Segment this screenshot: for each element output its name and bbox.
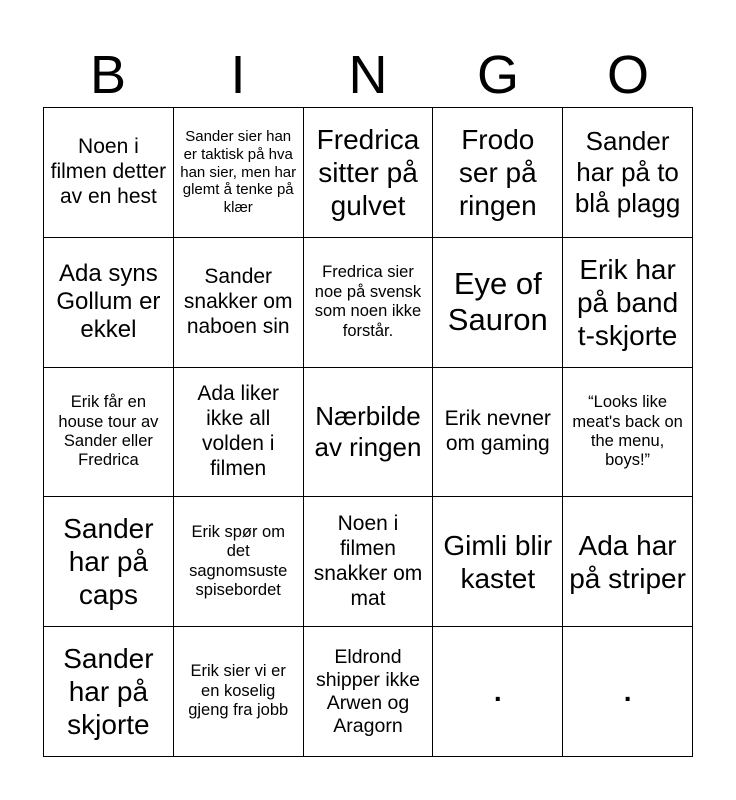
- bingo-cell[interactable]: “Looks like meat's back on the menu, boys!”: [563, 368, 693, 498]
- bingo-cell[interactable]: Erik spør om det sagnomsuste spisebordet: [174, 497, 304, 627]
- bingo-cell[interactable]: Erik får en house tour av Sander eller Fredrica: [44, 368, 174, 498]
- bingo-cell[interactable]: Frodo ser på ringen: [433, 108, 563, 238]
- bingo-cell[interactable]: .: [563, 627, 693, 757]
- bingo-cell[interactable]: Gimli blir kastet: [433, 497, 563, 627]
- bingo-cell[interactable]: Ada har på striper: [563, 497, 693, 627]
- bingo-cell[interactable]: Eldrond shipper ikke Arwen og Aragorn: [304, 627, 434, 757]
- bingo-cell[interactable]: Erik har på band t-skjorte: [563, 238, 693, 368]
- header-letter-i: I: [230, 45, 246, 105]
- bingo-cell[interactable]: Sander har på to blå plagg: [563, 108, 693, 238]
- bingo-cell[interactable]: Erik sier vi er en koselig gjeng fra jobb: [174, 627, 304, 757]
- header-letter-g: G: [476, 45, 519, 105]
- bingo-grid: [43, 107, 693, 757]
- bingo-cell[interactable]: Sander snakker om naboen sin: [174, 238, 304, 368]
- header-letter-n: N: [348, 45, 388, 105]
- header-letter-o: O: [606, 45, 649, 105]
- bingo-cell[interactable]: Erik nevner om gaming: [433, 368, 563, 498]
- header-letter-b: B: [89, 45, 127, 105]
- bingo-cell[interactable]: Noen i filmen detter av en hest: [44, 108, 174, 238]
- bingo-cell[interactable]: Sander har på skjorte: [44, 627, 174, 757]
- bingo-cell[interactable]: Sander har på caps: [44, 497, 174, 627]
- bingo-cell[interactable]: Sander sier han er taktisk på hva han sier, men har glemt å tenke på klær: [174, 108, 304, 238]
- bingo-cell[interactable]: Fredrica sier noe på svensk som noen ikke forstår.: [304, 238, 434, 368]
- bingo-cell[interactable]: Noen i filmen snakker om mat: [304, 497, 434, 627]
- bingo-cell[interactable]: Nærbilde av ringen: [304, 368, 434, 498]
- bingo-cell[interactable]: .: [433, 627, 563, 757]
- bingo-cell[interactable]: Ada liker ikke all volden i filmen: [174, 368, 304, 498]
- bingo-header: [43, 44, 693, 106]
- bingo-cell[interactable]: Ada syns Gollum er ekkel: [44, 238, 174, 368]
- bingo-cell[interactable]: Eye of Sauron: [433, 238, 563, 368]
- bingo-cell[interactable]: Fredrica sitter på gulvet: [304, 108, 434, 238]
